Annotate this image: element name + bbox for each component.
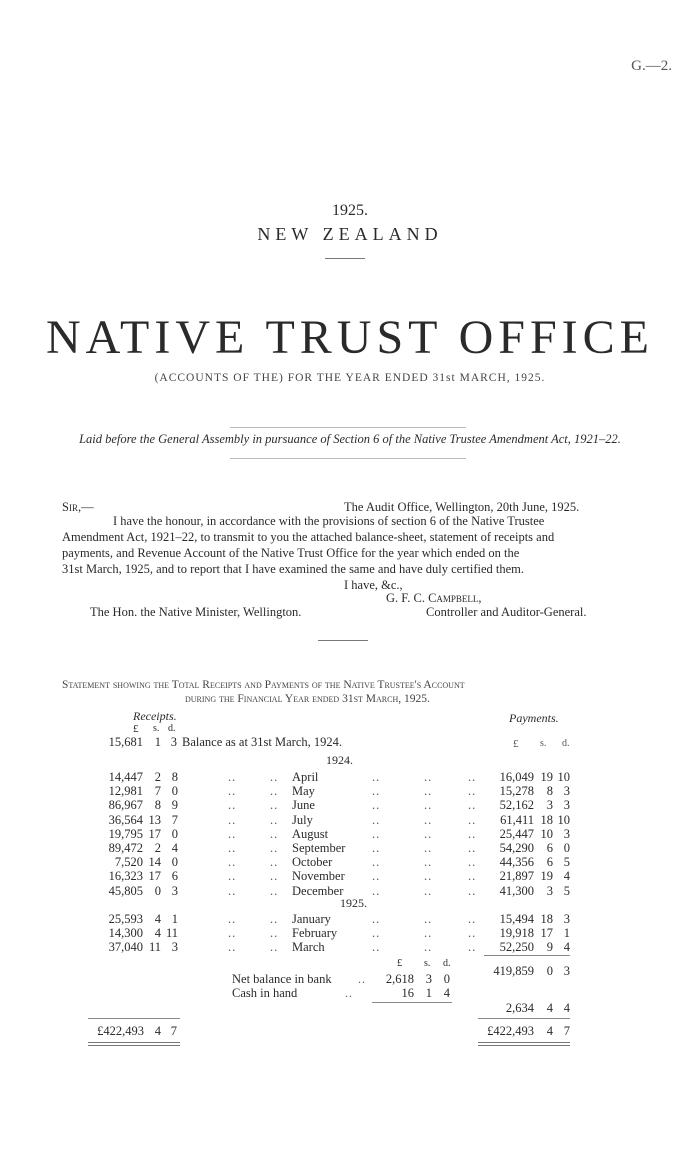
receipt-pounds: 25,593 (108, 912, 143, 926)
receipts-total-pounds: £422,493 (97, 1024, 144, 1038)
page-reference: G.—2. (631, 58, 672, 74)
dot-leader: .. (372, 869, 381, 883)
letter-closing: I have, &c., (344, 578, 403, 592)
dot-leader: .. (270, 884, 279, 898)
receipt-shillings: 4 (154, 912, 161, 926)
letter-body-line: payments, and Revenue Account of the Native Trust Office for the year which ended on the (62, 546, 520, 560)
receipt-pence: 3 (171, 940, 178, 954)
payments-pence-header: d. (562, 738, 570, 749)
dot-leader: .. (468, 827, 477, 841)
receipt-pounds: 14,447 (108, 770, 143, 784)
receipt-pounds: 86,967 (108, 798, 143, 812)
closing-balance-shillings: 4 (546, 1001, 553, 1015)
cash-in-hand-shillings: 1 (425, 986, 432, 1000)
payments-total-rule-top (478, 1018, 570, 1019)
receipts-pence-header: d. (168, 723, 176, 734)
dot-leader: .. (270, 869, 279, 883)
dot-leader: .. (270, 926, 279, 940)
dot-leader: .. (228, 855, 237, 869)
page-title: NATIVE TRUST OFFICE (46, 311, 654, 364)
country-heading: NEW ZEALAND (257, 224, 443, 244)
payment-pounds: 52,162 (499, 798, 534, 812)
dot-leader: .. (270, 912, 279, 926)
balance-label: Balance as at 31st March, 1924. (182, 735, 343, 749)
payments-pound-header: £ (513, 738, 519, 750)
subtitle: (ACCOUNTS OF THE) FOR THE YEAR ENDED 31st MARCH, 1925. (154, 372, 546, 384)
cash-in-hand-label: Cash in hand (232, 986, 298, 1000)
receipt-pence: 11 (165, 926, 178, 940)
laid-before-line: Laid before the General Assembly in pursuance of Section 6 of the Native Trustee Amendment Act, 1921–22. (79, 432, 621, 446)
payment-pence: 3 (563, 784, 570, 798)
balance-pounds: 15,681 (108, 735, 143, 749)
dot-leader: .. (424, 884, 433, 898)
payment-pounds: 15,494 (499, 912, 534, 926)
receipt-shillings: 0 (154, 884, 161, 898)
payment-pence: 3 (563, 827, 570, 841)
payments-total-pence: 7 (563, 1024, 570, 1038)
dot-leader: .. (424, 770, 433, 784)
dot-leader: .. (468, 884, 477, 898)
month-label: September (292, 841, 346, 855)
rule-below-laid (230, 458, 466, 459)
receipt-pence: 9 (171, 798, 178, 812)
letter-body-line: 31st March, 1925, and to report that I have examined the same and have duly certified them. (62, 562, 524, 576)
payment-shillings: 9 (546, 940, 553, 954)
dot-leader: .. (468, 841, 477, 855)
receipt-pounds: 14,300 (108, 926, 143, 940)
dot-leader: .. (270, 855, 279, 869)
cash-pound-header: £ (397, 958, 403, 969)
payment-pounds: 19,918 (499, 926, 534, 940)
payment-pounds: 41,300 (499, 884, 534, 898)
payment-pence: 3 (563, 798, 570, 812)
cash-in-hand-pounds: 16 (401, 986, 414, 1000)
receipt-pounds: 89,472 (108, 841, 143, 855)
month-label: January (292, 912, 331, 926)
receipt-pounds: 37,040 (108, 940, 143, 954)
dot-leader: .. (270, 813, 279, 827)
dot-leader: .. (228, 884, 237, 898)
receipts-total-double-rule-1 (88, 1042, 180, 1043)
receipt-shillings: 17 (148, 869, 161, 883)
receipt-pence: 0 (171, 827, 178, 841)
receipt-pounds: 7,520 (114, 855, 143, 869)
payment-pounds: 61,411 (500, 813, 534, 827)
payment-pence: 3 (563, 912, 570, 926)
year-heading: 1925. (332, 202, 368, 219)
dot-leader: .. (270, 798, 279, 812)
receipts-heading: Receipts. (133, 709, 177, 723)
receipt-shillings: 2 (154, 841, 161, 855)
dot-leader: .. (468, 940, 477, 954)
payment-shillings: 8 (546, 784, 553, 798)
dot-leader: .. (424, 784, 433, 798)
letter-signatory-title: Controller and Auditor-General. (426, 605, 587, 619)
dot-leader: .. (372, 784, 381, 798)
month-label: July (292, 813, 313, 827)
month-label: October (292, 855, 333, 869)
dot-leader: .. (424, 813, 433, 827)
dot-leader: .. (228, 770, 237, 784)
dot-leader: .. (270, 770, 279, 784)
dot-leader: .. (424, 855, 433, 869)
net-balance-label: Net balance in bank (232, 972, 332, 986)
receipts-total-shillings: 4 (154, 1024, 161, 1038)
letter-body-line: Amendment Act, 1921–22, to transmit to you the attached balance-sheet, statement of receipts and (62, 530, 555, 544)
payment-shillings: 19 (540, 770, 553, 784)
receipts-total-rule-top (88, 1018, 180, 1019)
dot-leader: .. (228, 813, 237, 827)
dot-leader: .. (372, 813, 381, 827)
payment-pounds: 44,356 (499, 855, 534, 869)
payment-pounds: 54,290 (499, 841, 534, 855)
payment-pence: 4 (563, 940, 570, 954)
payment-shillings: 18 (540, 912, 553, 926)
receipt-pounds: 19,795 (108, 827, 143, 841)
payment-shillings: 18 (540, 813, 553, 827)
dot-leader: .. (372, 884, 381, 898)
dot-leader: .. (468, 912, 477, 926)
payment-pence: 0 (563, 841, 570, 855)
payments-heading: Payments. (509, 711, 559, 725)
receipt-pence: 1 (171, 912, 178, 926)
cash-shilling-header: s. (424, 958, 431, 969)
letter-dateline: The Audit Office, Wellington, 20th June, 1925. (344, 500, 580, 514)
receipt-shillings: 17 (148, 827, 161, 841)
year-1924-heading: 1924. (326, 753, 353, 767)
receipt-pounds: 45,805 (108, 884, 143, 898)
receipt-pounds: 16,323 (108, 869, 143, 883)
payment-pence: 1 (563, 926, 570, 940)
receipt-pence: 0 (171, 855, 178, 869)
letter-signatory: G. F. C. Campbell, (386, 591, 482, 605)
month-label: April (292, 770, 319, 784)
dot-leader: .. (228, 784, 237, 798)
dot-leader: .. (372, 940, 381, 954)
letter-salutation: Sir,— (62, 500, 94, 514)
payments-total-double-rule-2 (478, 1045, 570, 1046)
dot-leader: .. (270, 827, 279, 841)
short-rule-2 (318, 640, 368, 641)
letter-body-line: I have the honour, in accordance with the provisions of section 6 of the Native Trustee (113, 514, 545, 528)
month-label: August (292, 827, 329, 841)
payments-shilling-header: s. (540, 738, 547, 749)
balance-shillings: 1 (154, 735, 161, 749)
dot-leader: .. (270, 784, 279, 798)
statement-title-line1: Statement showing the Total Receipts and Payments of the Native Trustee's Account (62, 679, 465, 691)
payment-shillings: 6 (546, 855, 553, 869)
dot-leader: .. (468, 869, 477, 883)
payment-shillings: 6 (546, 841, 553, 855)
payments-subtotal-shillings: 0 (546, 964, 553, 978)
receipt-pence: 6 (171, 869, 178, 883)
dot-leader: .. (468, 784, 477, 798)
dot-leader: .. (424, 940, 433, 954)
receipt-shillings: 2 (154, 770, 161, 784)
payment-pence: 4 (563, 869, 570, 883)
payments-total-shillings: 4 (546, 1024, 553, 1038)
short-rule-1 (325, 258, 365, 259)
dot-leader: .. (468, 770, 477, 784)
payments-subtotal-pounds: 419,859 (493, 964, 534, 978)
balance-pence: 3 (170, 735, 177, 749)
receipt-pence: 0 (171, 784, 178, 798)
receipt-pence: 7 (171, 813, 178, 827)
letter-addressee: The Hon. the Native Minister, Wellington. (90, 605, 302, 619)
dot-leader: .. (228, 841, 237, 855)
cash-pence-header: d. (443, 958, 451, 969)
payment-shillings: 19 (540, 869, 553, 883)
dot-leader: .. (424, 841, 433, 855)
dot-leader: .. (228, 940, 237, 954)
dot-leader: .. (228, 926, 237, 940)
payment-pounds: 25,447 (499, 827, 534, 841)
receipt-shillings: 14 (148, 855, 161, 869)
month-label: February (292, 926, 338, 940)
payments-subtotal-pence: 3 (563, 964, 570, 978)
payment-pounds: 15,278 (499, 784, 534, 798)
receipts-pound-header: £ (133, 723, 139, 735)
payment-pounds: 52,250 (499, 940, 534, 954)
net-balance-pence: 0 (443, 972, 450, 986)
dot-leader: .. (372, 770, 381, 784)
dot-leader: .. (270, 841, 279, 855)
receipt-pence: 4 (171, 841, 178, 855)
statement-title-line2: during the Financial Year ended 31st March, 1925. (185, 693, 430, 705)
receipt-pounds: 12,981 (108, 784, 143, 798)
dot-leader: .. (228, 869, 237, 883)
receipt-shillings: 8 (154, 798, 161, 812)
payment-shillings: 3 (546, 884, 553, 898)
year-1925-heading: 1925. (340, 896, 367, 910)
dot-leader: .. (424, 869, 433, 883)
net-balance-pounds: 2,618 (385, 972, 414, 986)
payment-pounds: 16,049 (499, 770, 534, 784)
dot-leader: .. (468, 855, 477, 869)
dot-leader: .. (372, 926, 381, 940)
dot-leader: .. (424, 798, 433, 812)
receipts-total-pence: 7 (170, 1024, 177, 1038)
month-label: June (292, 798, 315, 812)
receipt-shillings: 7 (154, 784, 161, 798)
month-label: December (292, 884, 344, 898)
closing-balance-pence: 4 (563, 1001, 570, 1015)
net-balance-leader: .. (358, 972, 366, 986)
dot-leader: .. (424, 827, 433, 841)
payment-pence: 5 (563, 884, 570, 898)
payments-total-double-rule-1 (478, 1042, 570, 1043)
month-label: March (292, 940, 325, 954)
payment-shillings: 17 (540, 926, 553, 940)
dot-leader: .. (228, 798, 237, 812)
cash-in-hand-pence: 4 (443, 986, 450, 1000)
receipts-total-double-rule-2 (88, 1045, 180, 1046)
month-label: May (292, 784, 315, 798)
net-balance-shillings: 3 (425, 972, 432, 986)
dot-leader: .. (372, 855, 381, 869)
payments-total-pounds: £422,493 (487, 1024, 534, 1038)
dot-leader: .. (372, 841, 381, 855)
dot-leader: .. (270, 940, 279, 954)
receipt-pence: 3 (171, 884, 178, 898)
dot-leader: .. (468, 798, 477, 812)
dot-leader: .. (468, 813, 477, 827)
dot-leader: .. (468, 926, 477, 940)
receipt-shillings: 11 (148, 940, 161, 954)
dot-leader: .. (424, 912, 433, 926)
receipt-pence: 8 (171, 770, 178, 784)
dot-leader: .. (228, 827, 237, 841)
receipt-shillings: 13 (148, 813, 161, 827)
receipt-shillings: 4 (154, 926, 161, 940)
dot-leader: .. (228, 912, 237, 926)
payment-shillings: 3 (546, 798, 553, 812)
month-label: November (292, 869, 345, 883)
dot-leader: .. (424, 926, 433, 940)
dot-leader: .. (372, 827, 381, 841)
payments-subtotal-rule (484, 955, 570, 956)
receipts-shilling-header: s. (153, 723, 160, 734)
payment-pounds: 21,897 (499, 869, 534, 883)
cash-in-hand-leader: .. (345, 986, 353, 1000)
payment-pence: 10 (557, 813, 570, 827)
payment-shillings: 10 (540, 827, 553, 841)
dot-leader: .. (372, 798, 381, 812)
cash-subtotal-rule (372, 1002, 452, 1003)
payment-pence: 10 (557, 770, 570, 784)
closing-balance-pounds: 2,634 (505, 1001, 534, 1015)
payment-pence: 5 (563, 855, 570, 869)
dot-leader: .. (372, 912, 381, 926)
rule-above-laid (230, 427, 466, 428)
receipt-pounds: 36,564 (108, 813, 143, 827)
